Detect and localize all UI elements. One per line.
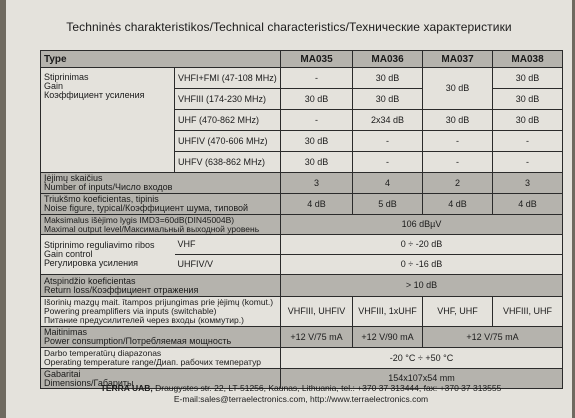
noise-value: 4 dB: [423, 194, 493, 215]
dimensions-value: 154x107x54 mm: [281, 369, 563, 389]
gain-control-value: 0 ÷ -16 dB: [281, 255, 563, 275]
supply-value: +12 V/90 mA: [353, 327, 423, 348]
type-header: Type: [41, 51, 281, 68]
gain-value: -: [281, 68, 353, 89]
document-title: Techninės charakteristikos/Technical characteristics/Технические характеристики: [66, 20, 512, 34]
return-loss-value: > 10 dB: [281, 275, 563, 297]
gain-row: [41, 68, 563, 89]
band-label: VHFI+FMI (47-108 MHz): [175, 68, 281, 89]
gain-label: Stiprinimas Gain Коэффициент усиления: [41, 68, 175, 173]
inputs-value: 3: [493, 173, 563, 194]
noise-value: 5 dB: [353, 194, 423, 215]
gain-control-label: Stiprinimo reguliavimo ribos Gain control Регулировка усиления: [41, 235, 175, 275]
inputs-value: 4: [353, 173, 423, 194]
gain-control-value: 0 ÷ -20 dB: [281, 235, 563, 255]
noise-label: Triukšmo koeficientas, tipinis Noise figure, typical/Коэффициент шума, типовой: [41, 194, 281, 215]
footer-address-line: [40, 383, 562, 394]
powering-value: VHFIII, 1xUHF: [353, 297, 423, 327]
gain-value: 30 dB: [353, 89, 423, 110]
gain-value: 30 dB: [493, 110, 563, 131]
gain-value: -: [353, 152, 423, 173]
spec-table: [40, 50, 563, 389]
max-output-label: Maksimalus išėjimo lygis IMD3=60dB(DIN45004B) Maximal output level/Максимальный выходной уровень: [41, 215, 281, 235]
gain-control-band: VHF: [175, 235, 281, 255]
model-header: MA037: [423, 51, 493, 68]
temperature-row: [41, 348, 563, 369]
gain-value: 30 dB: [493, 89, 563, 110]
supply-label: Maitinimas Power consumption/Потребляемая мощность: [41, 327, 281, 348]
return-loss-label: Atspindžio koeficientas Return loss/Коэффициент отражения: [41, 275, 281, 297]
header-row: [41, 51, 563, 68]
gain-value: 30 dB: [281, 152, 353, 173]
gain-value: -: [493, 131, 563, 152]
gain-value: -: [493, 152, 563, 173]
supply-value: +12 V/75 mA: [281, 327, 353, 348]
inputs-row: [41, 173, 563, 194]
gain-value: -: [423, 131, 493, 152]
return-loss-row: [41, 275, 563, 297]
temperature-value: -20 °C ÷ +50 °C: [281, 348, 563, 369]
gain-control-band: UHFIV/V: [175, 255, 281, 275]
powering-value: VHF, UHF: [423, 297, 493, 327]
gain-value: 30 dB: [353, 68, 423, 89]
temperature-label: Darbo temperatūrų diapazonas Operating temperature range/Диап. рабочих температур: [41, 348, 281, 369]
model-header: MA035: [281, 51, 353, 68]
footer: [40, 383, 562, 405]
noise-row: [41, 194, 563, 215]
powering-label: Išorinių mazgų mait. ītampos prijungimas prie įėjimų (komut.) Powering preamplifiers via inputs (switchable) Питание предусилителей через входы (коммутир.): [41, 297, 281, 327]
powering-value: VHFIII, UHF: [493, 297, 563, 327]
band-label: UHFIV (470-606 MHz): [175, 131, 281, 152]
gain-value: -: [353, 131, 423, 152]
gain-value: -: [281, 110, 353, 131]
band-label: VHFIII (174-230 MHz): [175, 89, 281, 110]
inputs-label: Įėjimų skaičius Number of inputs/Число входов: [41, 173, 281, 194]
gain-control-row: [41, 235, 563, 255]
inputs-value: 2: [423, 173, 493, 194]
band-label: UHF (470-862 MHz): [175, 110, 281, 131]
company-name: TERRA UAB,: [100, 383, 153, 393]
inputs-value: 3: [281, 173, 353, 194]
powering-value: VHFIII, UHFIV: [281, 297, 353, 327]
footer-contact: E-mail:sales@terraelectronics.com, http://www.terraelectronics.com: [173, 394, 429, 404]
max-output-value: 106 dBµV: [281, 215, 563, 235]
noise-value: 4 dB: [493, 194, 563, 215]
supply-value: +12 V/75 mA: [423, 327, 563, 348]
model-header: MA036: [353, 51, 423, 68]
spec-sheet: [6, 0, 572, 418]
gain-value: 30 dB: [423, 110, 493, 131]
gain-value: 2x34 dB: [353, 110, 423, 131]
gain-value: 30 dB: [281, 131, 353, 152]
gain-value: 30 dB: [493, 68, 563, 89]
max-output-row: [41, 215, 563, 235]
supply-row: [41, 327, 563, 348]
noise-value: 4 dB: [281, 194, 353, 215]
dimensions-label: Gabaritai Dimensions/Габариты: [41, 369, 281, 389]
company-address: Draugystes str. 22, LT-51256, Kaunas, Lithuania, tel.: +370 37 313444, fax: +370 37 313555: [152, 383, 502, 393]
gain-value: -: [423, 152, 493, 173]
band-label: UHFV (638-862 MHz): [175, 152, 281, 173]
gain-value: 30 dB: [281, 89, 353, 110]
gain-value: 30 dB: [423, 68, 493, 110]
powering-row: [41, 297, 563, 327]
model-header: MA038: [493, 51, 563, 68]
